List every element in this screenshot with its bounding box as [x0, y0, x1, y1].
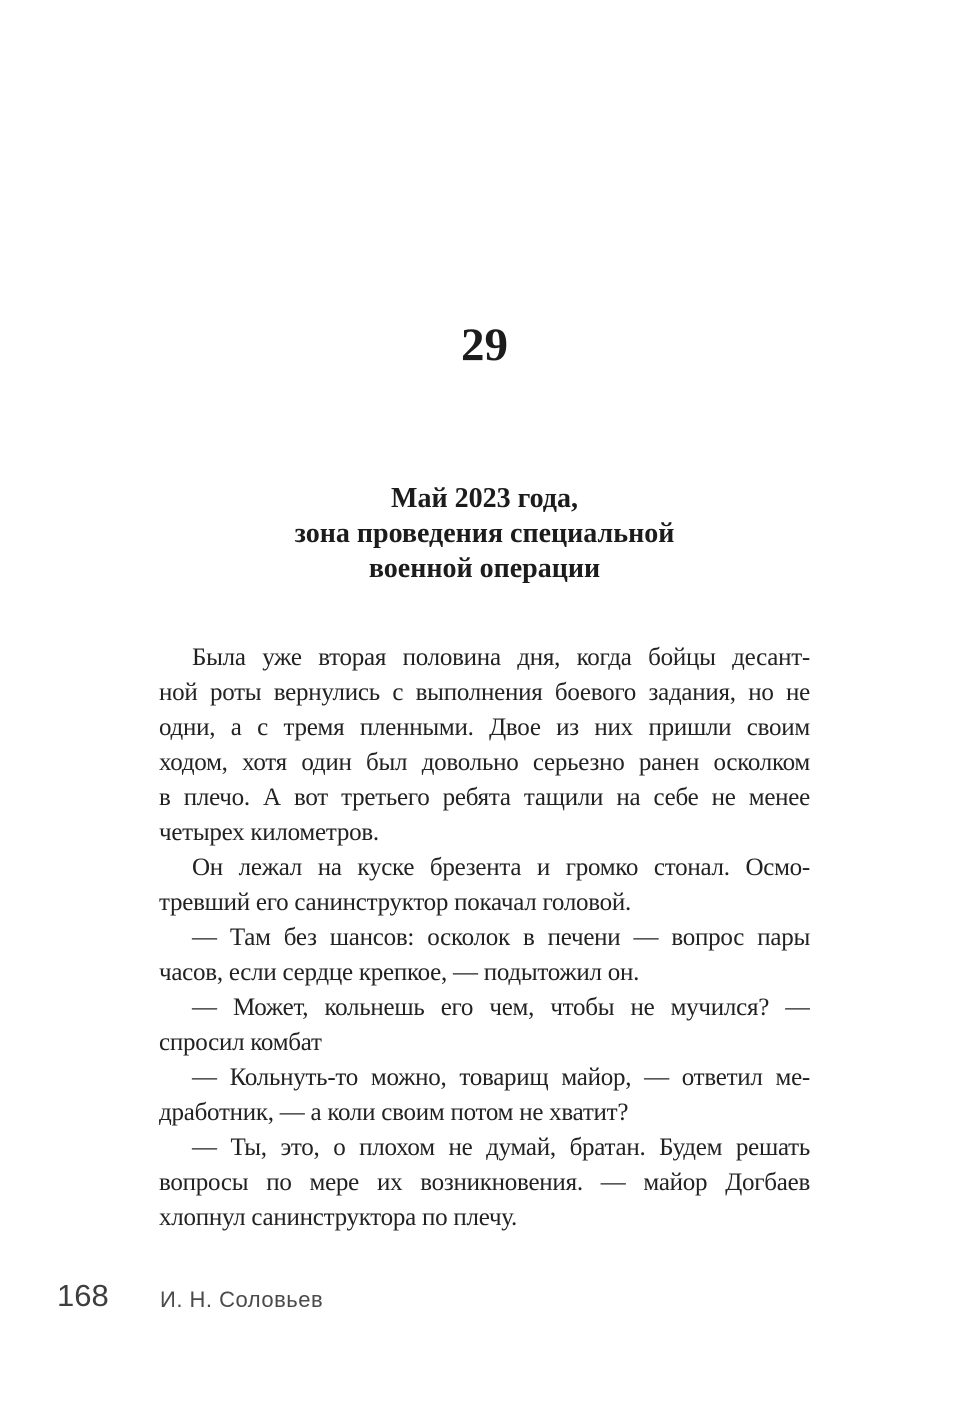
page-number: 168 [57, 1278, 109, 1313]
text-line: спросил комбат [159, 1029, 322, 1056]
subtitle-line: зона проведения специальной [294, 518, 675, 549]
text-line: — Кольнуть-то можно, товарищ майор, — ответил ме- [192, 1064, 810, 1091]
text-line: часов, если сердце крепкое, — подытожил он. [159, 959, 640, 986]
subtitle-line: военной операции [368, 553, 601, 584]
text-line: в плечо. А вот третьего ребята тащили на себе не менее [159, 784, 810, 811]
text-line: одни, а с тремя пленными. Двое из них пришли своим [159, 714, 810, 741]
text-line: вопросы по мере их возникновения. — майор Догбаев [159, 1169, 810, 1196]
text-line: ной роты вернулись с выполнения боевого задания, но не [159, 679, 810, 706]
text-line: — Может, кольнешь его чем, чтобы не мучился? — [192, 994, 810, 1021]
text-line: — Там без шансов: осколок в печени — вопрос пары [192, 924, 810, 951]
text-line: тревший его санинструктор покачал головой. [159, 889, 632, 916]
text-line: дработник, — а коли своим потом не хватит? [159, 1099, 629, 1126]
chapter-number: 29 [461, 319, 508, 371]
body-text [159, 640, 810, 1235]
text-line: — Ты, это, о плохом не думай, братан. Будем решать [192, 1134, 810, 1161]
chapter-subtitle [159, 481, 810, 586]
text-line: хлопнул санинструктора по плечу. [159, 1204, 518, 1231]
text-line: Была уже вторая половина дня, когда бойцы десант- [192, 644, 810, 671]
subtitle-line: Май 2023 года, [391, 483, 578, 514]
text-line: ходом, хотя один был довольно серьезно ранен осколком [159, 749, 810, 776]
text-line: четырех километров. [159, 819, 379, 846]
running-author: И. Н. Соловьев [160, 1287, 324, 1312]
text-line: Он лежал на куске брезента и громко стонал. Осмо- [192, 854, 810, 881]
